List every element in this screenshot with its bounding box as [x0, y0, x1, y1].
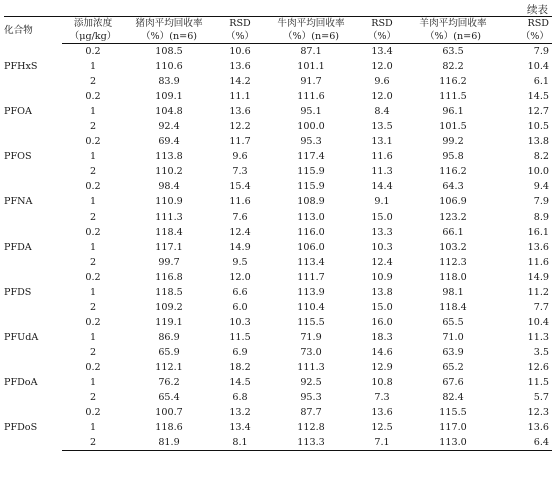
mutton-rsd-cell: 13.8 [527, 136, 549, 148]
mutton-recovery-cell: 117.0 [439, 422, 467, 434]
header-compound: 化合物 [4, 17, 62, 44]
header-beef-recovery-line1: 牛肉平均回收率 [266, 17, 356, 31]
beef-rsd-cell: 9.1 [374, 196, 390, 208]
spike-level-cell: 1 [89, 286, 97, 298]
pork-recovery-cell: 69.4 [158, 136, 180, 148]
pork-rsd-cell: 15.4 [229, 181, 251, 193]
beef-rsd-cell: 10.9 [371, 271, 393, 283]
spike-level-cell: 0.2 [85, 181, 101, 193]
beef-rsd-cell: 14.4 [371, 181, 393, 193]
mutton-rsd-cell: 6.1 [533, 76, 549, 88]
beef-recovery-cell: 111.7 [297, 271, 325, 283]
table-header [4, 17, 552, 44]
beef-recovery-cell: 73.0 [300, 346, 322, 358]
table-row [4, 149, 552, 164]
compound-name: PFHxS [4, 60, 38, 72]
spike-level-cell: 0.2 [85, 316, 101, 328]
compound-name: PFUdA [4, 331, 39, 343]
mutton-recovery-cell: 63.5 [442, 46, 464, 58]
beef-recovery-cell: 87.1 [300, 46, 322, 58]
table-row [4, 315, 552, 330]
beef-recovery-cell: 117.4 [297, 151, 325, 163]
pork-rsd-cell: 11.7 [229, 136, 251, 148]
header-beef-rsd-line2: （%） [356, 30, 408, 44]
spike-level-cell: 1 [89, 377, 97, 389]
compound-name: PFDoS [4, 422, 38, 434]
beef-recovery-cell: 111.6 [297, 91, 325, 103]
header-mutton-recovery-line1: 羊肉平均回收率 [408, 17, 498, 31]
pork-recovery-cell: 112.1 [155, 362, 183, 373]
header-pork-recovery-line2: （%）(n=6) [124, 30, 214, 44]
pork-rsd-cell: 6.8 [232, 392, 248, 404]
beef-recovery-cell: 113.4 [297, 256, 325, 268]
spike-level-cell: 1 [89, 196, 97, 208]
spike-level-cell: 0.2 [85, 271, 101, 283]
mutton-recovery-cell: 96.1 [442, 106, 464, 118]
mutton-recovery-cell: 64.3 [442, 181, 464, 193]
beef-recovery-cell: 95.3 [300, 136, 322, 148]
beef-rsd-cell: 8.4 [374, 106, 390, 118]
mutton-rsd-cell: 12.6 [527, 362, 549, 373]
pork-rsd-cell: 13.6 [229, 61, 251, 73]
beef-recovery-cell: 87.7 [300, 407, 322, 419]
table-body [4, 44, 552, 451]
compound-name: PFOA [4, 106, 32, 118]
pork-recovery-cell: 117.1 [155, 241, 183, 253]
mutton-rsd-cell: 7.9 [533, 46, 549, 58]
table-row [4, 164, 552, 179]
mutton-recovery-cell: 95.8 [442, 151, 464, 163]
pork-recovery-cell: 118.6 [155, 422, 183, 434]
mutton-recovery-cell: 116.2 [439, 76, 467, 88]
pork-recovery-cell: 109.2 [155, 301, 183, 313]
pork-rsd-cell: 12.2 [229, 121, 251, 133]
beef-recovery-cell: 112.8 [297, 422, 325, 434]
compound-name: PFDS [4, 286, 32, 298]
table-row [4, 134, 552, 149]
beef-rsd-cell: 11.6 [371, 151, 393, 163]
pork-rsd-cell: 6.6 [232, 286, 248, 298]
mutton-recovery-cell: 118.0 [439, 271, 467, 283]
beef-rsd-cell: 7.3 [374, 392, 390, 404]
spike-level-cell: 1 [89, 331, 97, 343]
mutton-recovery-cell: 123.2 [439, 211, 467, 223]
mutton-recovery-cell: 67.6 [442, 377, 464, 389]
mutton-recovery-cell: 99.2 [442, 136, 464, 148]
pork-recovery-cell: 110.2 [155, 166, 183, 178]
beef-rsd-cell: 11.3 [371, 166, 393, 178]
spike-level-cell: 1 [89, 106, 97, 118]
beef-recovery-cell: 113.0 [297, 211, 325, 223]
table-row [4, 59, 552, 74]
spike-level-cell: 2 [89, 211, 97, 223]
spike-level-cell: 2 [89, 76, 97, 88]
pork-rsd-cell: 13.4 [229, 422, 251, 434]
beef-rsd-cell: 10.8 [371, 377, 393, 389]
mutton-rsd-cell: 7.7 [533, 301, 549, 313]
mutton-rsd-cell: 10.0 [527, 166, 549, 178]
pork-recovery-cell: 65.4 [158, 392, 180, 404]
table-row [4, 104, 552, 119]
spike-level-cell: 0.2 [85, 46, 101, 58]
beef-rsd-cell: 7.1 [356, 435, 408, 451]
table-row [4, 194, 552, 209]
table-row [4, 255, 552, 270]
table-row [4, 210, 552, 225]
pork-recovery-cell: 86.9 [158, 331, 180, 343]
beef-recovery-cell: 110.4 [297, 301, 325, 313]
pork-rsd-cell: 10.3 [229, 316, 251, 328]
spike-level-cell: 0.2 [85, 136, 101, 148]
table-row [4, 420, 552, 435]
pork-recovery-cell: 99.7 [158, 256, 180, 268]
pork-recovery-cell: 110.9 [155, 196, 183, 208]
mutton-recovery-cell: 82.4 [442, 392, 464, 404]
pork-recovery-cell: 118.4 [155, 226, 183, 238]
table-row [4, 44, 552, 60]
pork-rsd-cell: 12.0 [229, 271, 251, 283]
mutton-recovery-cell: 106.9 [439, 196, 467, 208]
beef-recovery-cell: 113.9 [297, 286, 325, 298]
pork-recovery-cell: 81.9 [124, 435, 214, 451]
pork-rsd-cell: 11.6 [229, 196, 251, 208]
beef-rsd-cell: 12.5 [371, 422, 393, 434]
beef-recovery-cell: 100.0 [297, 121, 325, 133]
mutton-recovery-cell: 111.5 [439, 91, 467, 103]
mutton-rsd-cell: 10.4 [527, 316, 549, 328]
mutton-rsd-cell: 10.4 [527, 61, 549, 73]
pork-recovery-cell: 119.1 [155, 316, 183, 328]
table-row [4, 360, 552, 375]
mutton-recovery-cell: 118.4 [439, 301, 467, 313]
pork-recovery-cell: 83.9 [158, 76, 180, 88]
beef-rsd-cell: 10.3 [371, 241, 393, 253]
beef-recovery-cell: 108.9 [297, 196, 325, 208]
beef-rsd-cell: 15.0 [371, 301, 393, 313]
table-row [4, 240, 552, 255]
pork-rsd-cell: 14.9 [229, 241, 251, 253]
mutton-recovery-cell: 113.0 [408, 435, 498, 451]
mutton-rsd-cell: 11.5 [527, 377, 549, 389]
header-pork-rsd-line1: RSD [214, 17, 266, 31]
pork-rsd-cell: 9.6 [232, 151, 248, 163]
table-row [4, 89, 552, 104]
spike-level-cell: 2 [89, 166, 97, 178]
mutton-recovery-cell: 116.2 [439, 166, 467, 178]
header-pork-rsd-line2: （%） [214, 30, 266, 44]
pork-recovery-cell: 118.5 [155, 286, 183, 298]
beef-recovery-cell: 95.1 [300, 106, 322, 118]
beef-rsd-cell: 13.8 [371, 286, 393, 298]
beef-rsd-cell: 13.6 [371, 407, 393, 419]
pork-rsd-cell: 9.5 [232, 256, 248, 268]
beef-rsd-cell: 12.0 [371, 61, 393, 73]
pork-recovery-cell: 113.8 [155, 151, 183, 163]
pork-rsd-cell: 11.1 [229, 91, 251, 103]
mutton-recovery-cell: 103.2 [439, 241, 467, 253]
table-row [4, 225, 552, 240]
mutton-rsd-cell: 6.4 [498, 435, 552, 451]
spike-level-cell: 1 [89, 151, 97, 163]
pork-recovery-cell: 108.5 [155, 46, 183, 58]
header-beef-rsd-line1: RSD [356, 17, 408, 31]
header-pork-recovery-line1: 猪肉平均回收率 [124, 17, 214, 31]
beef-rsd-cell: 13.1 [371, 136, 393, 148]
mutton-rsd-cell: 11.2 [527, 286, 549, 298]
spike-level-cell: 1 [89, 422, 97, 434]
mutton-rsd-cell: 8.2 [533, 151, 549, 163]
pork-rsd-cell: 6.0 [232, 301, 248, 313]
beef-recovery-cell: 91.7 [300, 76, 322, 88]
compound-name: PFDA [4, 241, 32, 253]
table-row [4, 390, 552, 405]
compound-name: PFNA [4, 196, 33, 208]
table-row [4, 270, 552, 285]
pork-rsd-cell: 10.6 [229, 46, 251, 58]
pork-recovery-cell: 98.4 [158, 181, 180, 193]
mutton-rsd-cell: 13.6 [527, 422, 549, 434]
table-row [4, 119, 552, 134]
pork-rsd-cell: 12.4 [229, 226, 251, 238]
mutton-rsd-cell: 11.3 [527, 331, 549, 343]
spike-level-cell: 0.2 [85, 226, 101, 238]
beef-rsd-cell: 15.0 [371, 211, 393, 223]
mutton-rsd-cell: 11.6 [527, 256, 549, 268]
pork-rsd-cell: 14.5 [229, 377, 251, 389]
beef-recovery-cell: 111.3 [297, 362, 325, 373]
mutton-recovery-cell: 66.1 [442, 226, 464, 238]
pork-recovery-cell: 110.6 [155, 61, 183, 73]
mutton-rsd-cell: 14.9 [527, 271, 549, 283]
header-beef-recovery-line2: （%）(n=6) [266, 30, 356, 44]
continued-label: 续表 [527, 4, 548, 16]
beef-rsd-cell: 13.4 [371, 46, 393, 58]
mutton-recovery-cell: 63.9 [442, 346, 464, 358]
beef-recovery-cell: 101.1 [297, 61, 325, 73]
beef-rsd-cell: 13.5 [371, 121, 393, 133]
table-row [4, 435, 552, 451]
header-mutton-recovery-line2: （%）(n=6) [408, 30, 498, 44]
mutton-rsd-cell: 8.9 [533, 211, 549, 223]
beef-rsd-cell: 12.4 [371, 256, 393, 268]
beef-rsd-cell: 12.0 [371, 91, 393, 103]
mutton-rsd-cell: 7.9 [533, 196, 549, 208]
table-row [4, 375, 552, 390]
table-row [4, 300, 552, 315]
spike-level-cell: 0.2 [85, 91, 101, 103]
header-spike-line2: （μg/kg） [62, 30, 124, 44]
table-row [4, 74, 552, 89]
spike-level-cell: 1 [89, 241, 97, 253]
mutton-recovery-cell: 82.2 [442, 61, 464, 73]
mutton-rsd-cell: 12.3 [527, 407, 549, 419]
beef-rsd-cell: 12.9 [371, 362, 393, 373]
mutton-recovery-cell: 71.0 [442, 331, 464, 343]
recovery-table [4, 16, 552, 451]
pork-rsd-cell: 13.2 [229, 407, 251, 419]
mutton-rsd-cell: 16.1 [527, 226, 549, 238]
header-mutton-rsd-line2: （%） [498, 30, 552, 44]
mutton-rsd-cell: 13.6 [527, 241, 549, 253]
pork-recovery-cell: 109.1 [155, 91, 183, 103]
spike-level-cell: 2 [89, 256, 97, 268]
mutton-recovery-cell: 112.3 [439, 256, 467, 268]
spike-level-cell: 1 [89, 61, 97, 73]
header-mutton-rsd-line1: RSD [498, 17, 552, 31]
beef-recovery-cell: 115.9 [297, 166, 325, 178]
table-row [4, 179, 552, 194]
pork-rsd-cell: 8.1 [214, 435, 266, 451]
pork-rsd-cell: 14.2 [229, 76, 251, 88]
pork-rsd-cell: 11.5 [229, 331, 251, 343]
pork-recovery-cell: 100.7 [155, 407, 183, 419]
compound-name: PFOS [4, 151, 32, 163]
beef-rsd-cell: 16.0 [371, 316, 393, 328]
compound-name: PFDoA [4, 377, 38, 389]
mutton-recovery-cell: 115.5 [439, 407, 467, 419]
pork-recovery-cell: 76.2 [158, 377, 180, 389]
spike-level-cell: 2 [89, 121, 97, 133]
beef-recovery-cell: 92.5 [300, 377, 322, 389]
mutton-recovery-cell: 98.1 [442, 286, 464, 298]
mutton-rsd-cell: 12.7 [527, 106, 549, 118]
beef-recovery-cell: 71.9 [300, 331, 322, 343]
beef-recovery-cell: 113.3 [266, 435, 356, 451]
spike-level-cell: 0.2 [85, 362, 101, 373]
beef-recovery-cell: 95.3 [300, 392, 322, 404]
mutton-rsd-cell: 9.4 [533, 181, 549, 193]
spike-level-cell: 2 [89, 301, 97, 313]
pork-rsd-cell: 18.2 [229, 362, 251, 373]
beef-rsd-cell: 14.6 [371, 346, 393, 358]
pork-recovery-cell: 111.3 [155, 211, 183, 223]
beef-rsd-cell: 13.3 [371, 226, 393, 238]
spike-level-cell: 2 [89, 346, 97, 358]
mutton-rsd-cell: 3.5 [533, 346, 549, 358]
beef-recovery-cell: 106.0 [297, 241, 325, 253]
beef-recovery-cell: 115.5 [297, 316, 325, 328]
table-row [4, 345, 552, 360]
mutton-rsd-cell: 10.5 [527, 121, 549, 133]
mutton-rsd-cell: 5.7 [533, 392, 549, 404]
beef-recovery-cell: 115.9 [297, 181, 325, 193]
mutton-rsd-cell: 14.5 [527, 91, 549, 103]
pork-rsd-cell: 7.3 [232, 166, 248, 178]
mutton-recovery-cell: 65.5 [442, 316, 464, 328]
spike-level-cell: 2 [89, 392, 97, 404]
pork-rsd-cell: 6.9 [232, 346, 248, 358]
pork-recovery-cell: 92.4 [158, 121, 180, 133]
pork-recovery-cell: 65.9 [158, 346, 180, 358]
table-row [4, 285, 552, 300]
header-spike-line1: 添加浓度 [62, 17, 124, 31]
spike-level-cell: 2 [62, 435, 124, 451]
beef-recovery-cell: 116.0 [297, 226, 325, 238]
pork-recovery-cell: 116.8 [155, 271, 183, 283]
beef-rsd-cell: 9.6 [374, 76, 390, 88]
pork-rsd-cell: 7.6 [232, 211, 248, 223]
table-row [4, 405, 552, 420]
mutton-recovery-cell: 65.2 [442, 362, 464, 373]
pork-recovery-cell: 104.8 [155, 106, 183, 118]
pork-rsd-cell: 13.6 [229, 106, 251, 118]
beef-rsd-cell: 18.3 [371, 331, 393, 343]
mutton-recovery-cell: 101.5 [439, 121, 467, 133]
table-row [4, 330, 552, 345]
spike-level-cell: 0.2 [85, 407, 101, 419]
